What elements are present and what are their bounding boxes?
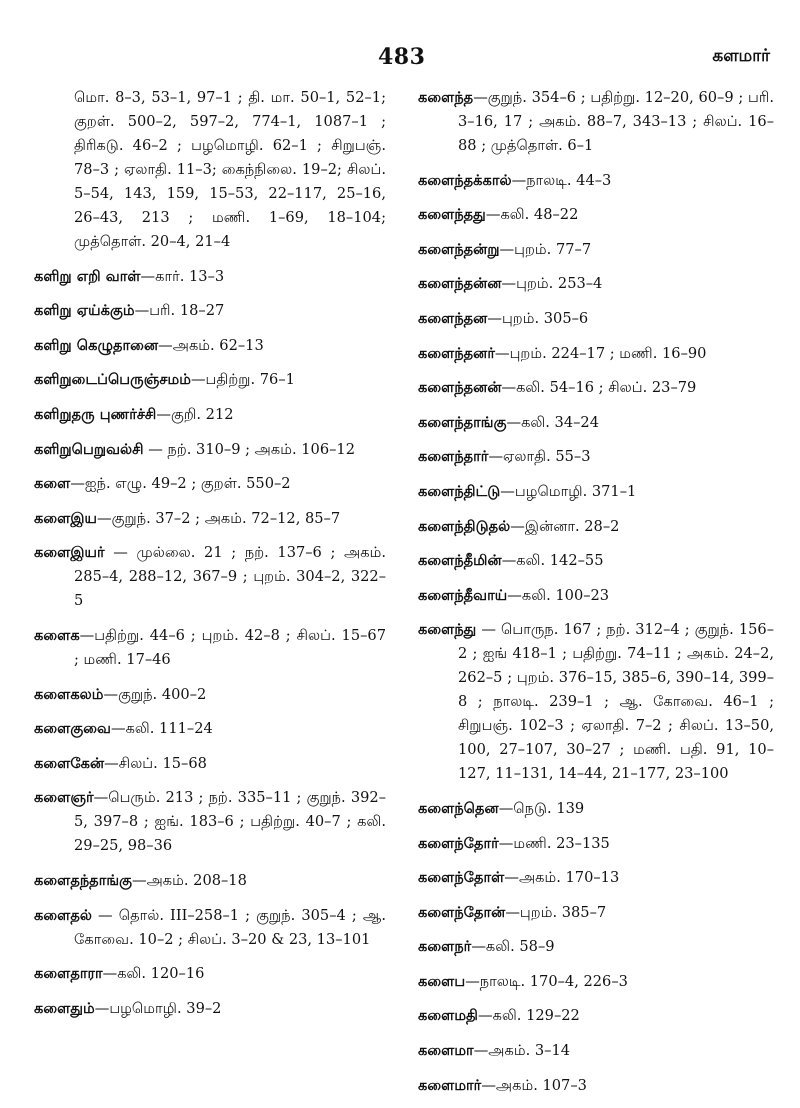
entry-references: —புறம். 253–4 [501,275,603,293]
entry-references: —நாலடி. 44–3 [511,171,612,189]
entry-headword: களைந்தன [418,309,488,327]
index-entry [418,342,774,366]
index-entry [418,376,774,400]
entry-headword: களிறுதரு புணர்ச்சி [34,405,157,423]
entry-references: —இன்னா. 28–2 [510,517,620,535]
index-entry [418,832,774,856]
entry-headword: களைந்து [418,621,477,639]
right-column [418,86,774,1108]
entry-references: —அகம். 3–14 [473,1042,571,1060]
entry-references: —பெரும். 213 ; நற். 335–11 ; குறுந். 392–5, 397–8 ; ஐங். 183–6 ; பதிற்று. 40–7 ; கலி. 29–25, 98–36 [74,789,386,855]
index-entry [34,786,386,858]
entry-headword: களை [34,475,71,493]
entry-headword: களிறுபெறுவல்சி [34,440,144,458]
index-entry [418,1004,774,1028]
entry-references: — தொல். III–258–1 ; குறுந். 305–4 ; ஆ. கோவை. 10–2 ; சிலப். 3–20 & 23, 13–101 [74,906,386,948]
entry-references: —ஏலாதி. 55–3 [488,448,591,466]
entry-references: —புறம். 224–17 ; மணி. 16–90 [494,344,707,362]
entry-references: —கலி. 120–16 [102,965,205,983]
index-entry [418,584,774,608]
entry-references: —குறுந். 400–2 [103,685,207,703]
entry-headword: களைந்தன்று [418,240,500,258]
entry-headword: களைப [418,972,466,990]
entry-headword: களைந்தீமின் [418,552,502,570]
entry-headword: களைந்தாங்கு [418,413,507,431]
entry-references: —கலி. 111–24 [110,720,213,738]
index-entry [34,997,386,1021]
index-entry [418,480,774,504]
entry-references: —பழமொழி. 371–1 [500,482,637,500]
entry-headword: களைநர் [418,938,472,956]
entry-references: —அகம். 107–3 [481,1076,587,1094]
entry-headword: களைந்திடுதல் [418,517,511,535]
index-entry [34,368,386,392]
index-entry [34,541,386,613]
index-entry [418,901,774,925]
left-column [34,86,386,1031]
index-entry [418,935,774,959]
entry-headword: களைந்தன்ன [418,275,502,293]
index-entry [418,411,774,435]
index-entry [34,334,386,358]
entry-headword: களைந்தோன் [418,903,506,921]
index-entry [418,1039,774,1063]
index-entry [418,515,774,539]
entry-references: —புறம். 385–7 [505,903,607,921]
entry-headword: களைமதி [418,1007,479,1025]
entry-headword: களைந்த [418,89,474,106]
index-entry [418,86,774,158]
entry-references: —பதிற்று. 44–6 ; புறம். 42–8 ; சிலப். 15–67 ; மணி. 17–46 [74,626,386,668]
index-entry [34,624,386,672]
index-entry [34,904,386,952]
entry-headword: களைகேன் [34,754,105,772]
entry-references: —கலி. 58–9 [471,938,555,956]
index-entry [34,752,386,776]
entry-headword: களைந்தனன் [418,379,502,397]
entry-references: மொ. 8–3, 53–1, 97–1 ; தி. மா. 50–1, 52–1; குறள். 500–2, 597–2, 774–1, 1087–1 ; திரிகடு. 46–2 ; பழமொழி. 62–1 ; சிறுபஞ். 78–3 ; ஏலாதி. 11–3; கைந்நிலை. 19–2; சிலப். 5–54, 143, 159, 15–53, 22–117, 25–16, 26–43, 213 ; மணி. 1–69, 18–104; முத்தொள். 20–4, 21–4 [74,89,386,250]
entry-headword: களிறு எறி வாள் [34,267,141,285]
entry-headword: களைதும் [34,999,95,1017]
entry-headword: களைதந்தாங்கு [34,871,132,889]
entry-references: —அகம். 62–13 [158,336,264,354]
entry-headword: களைஇயர் [34,544,105,562]
entry-references: —ஐந். எழு. 49–2 ; குறள். 550–2 [70,475,291,493]
entry-headword: களைந்தோள் [418,869,505,887]
index-entry [418,203,774,227]
index-entry [34,869,386,893]
entry-references: —பழமொழி. 39–2 [94,999,222,1017]
entry-references: — முல்லை. 21 ; நற். 137–6 ; அகம். 285–4, 288–12, 367–9 ; புறம். 304–2, 322–5 [74,544,386,610]
index-entry [418,307,774,331]
index-entry [34,472,386,496]
entry-headword: களைந்தது [418,206,486,224]
entry-headword: களைகுவை [34,720,111,738]
entry-references: —கலி. 48–22 [485,206,579,224]
index-entry [418,866,774,890]
entry-headword: களைஇய [34,509,98,527]
entry-references: —கலி. 129–22 [478,1007,580,1025]
entry-headword: களைந்தீவாய் [418,586,508,604]
index-entry [418,238,774,262]
page-number: 483 [378,44,426,70]
index-entry [418,272,774,296]
entry-references: — பொருந. 167 ; நற். 312–4 ; குறுந். 156–2 ; ஐங் 418–1 ; பதிற்று. 74–11 ; அகம். 24–2, 262–5 ; புறம். 376–15, 385–6, 390–14, 399–8 ; நாலடி. 239–1 ; ஆ. கோவை. 46–1 ; சிறுபஞ். 102–3 ; ஏலாதி. 7–2 ; சிலப். 13–50, 100, 27–107, 30–27 ; மணி. பதி. 91, 10–127, 11–131, 14–44, 21–177, 23–100 [458,621,774,783]
entry-headword: களைந்தோர் [418,834,499,852]
entry-references: —பதிற்று. 76–1 [190,371,295,389]
index-entry [418,445,774,469]
entry-references: —புறம். 77–7 [499,240,592,258]
entry-headword: களிறு கெழுதானை [34,336,159,354]
entry-references: —அகம். 208–18 [131,871,247,889]
entry-headword: களிறுடைப்பெருஞ்சமம் [34,371,191,389]
entry-headword: களைமா [418,1042,474,1060]
index-entry [418,797,774,821]
entry-references: —மணி. 23–135 [498,834,610,852]
entry-references: —புறம். 305–6 [487,309,589,327]
entry-references: —குறி. 212 [156,405,234,423]
running-head: களமார் [712,46,770,66]
entry-headword: களைக [34,626,80,644]
entry-references: — நற். 310–9 ; அகம். 106–12 [143,440,355,458]
entry-references: —கலி. 142–55 [501,552,604,570]
entry-headword: களைகலம் [34,685,104,703]
entry-references: —கார். 13–3 [140,267,225,285]
index-entry [34,962,386,986]
entry-references: —கலி. 54–16 ; சிலப். 23–79 [501,379,697,397]
entry-headword: களைந்தனர் [418,344,495,362]
entry-headword: களைதல் [34,906,92,924]
index-entry [418,169,774,193]
index-entry [34,683,386,707]
index-entry [34,507,386,531]
entry-headword: களைதாரா [34,965,103,983]
index-entry [34,265,386,289]
entry-references: —நெடு. 139 [498,799,585,817]
entry-headword: களைந்திட்டு [418,482,501,500]
index-entry [34,717,386,741]
index-entry [418,970,774,994]
entry-references: —கலி. 34–24 [506,413,599,431]
entry-headword: களைஞர் [34,789,94,807]
entry-references: —குறுந். 354–6 ; பதிற்று. 12–20, 60–9 ; பரி. 3–16, 17 ; அகம். 88–7, 343–13 ; சிலப். 16–88 ; முத்தொள். 6–1 [458,89,774,154]
entry-headword: களைந்தென [418,799,499,817]
entry-references: —சிலப். 15–68 [104,754,207,772]
index-entry [34,438,386,462]
entry-headword: களைந்தக்கால் [418,171,512,189]
index-entry [418,549,774,573]
entry-headword: களைமார் [418,1076,482,1094]
index-entry [418,1074,774,1098]
entry-references: —கலி. 100–23 [507,586,610,604]
index-entry [34,403,386,427]
index-entry [34,86,386,254]
entry-references: —குறுந். 37–2 ; அகம். 72–12, 85–7 [97,509,341,527]
entry-references: —பரி. 18–27 [134,302,225,320]
index-entry [34,299,386,323]
entry-headword: களிறு ஏய்க்கும் [34,302,135,320]
index-entry [418,618,774,786]
entry-references: —நாலடி. 170–4, 226–3 [465,972,628,990]
entry-headword: களைந்தார் [418,448,489,466]
entry-references: —அகம். 170–13 [504,869,620,887]
